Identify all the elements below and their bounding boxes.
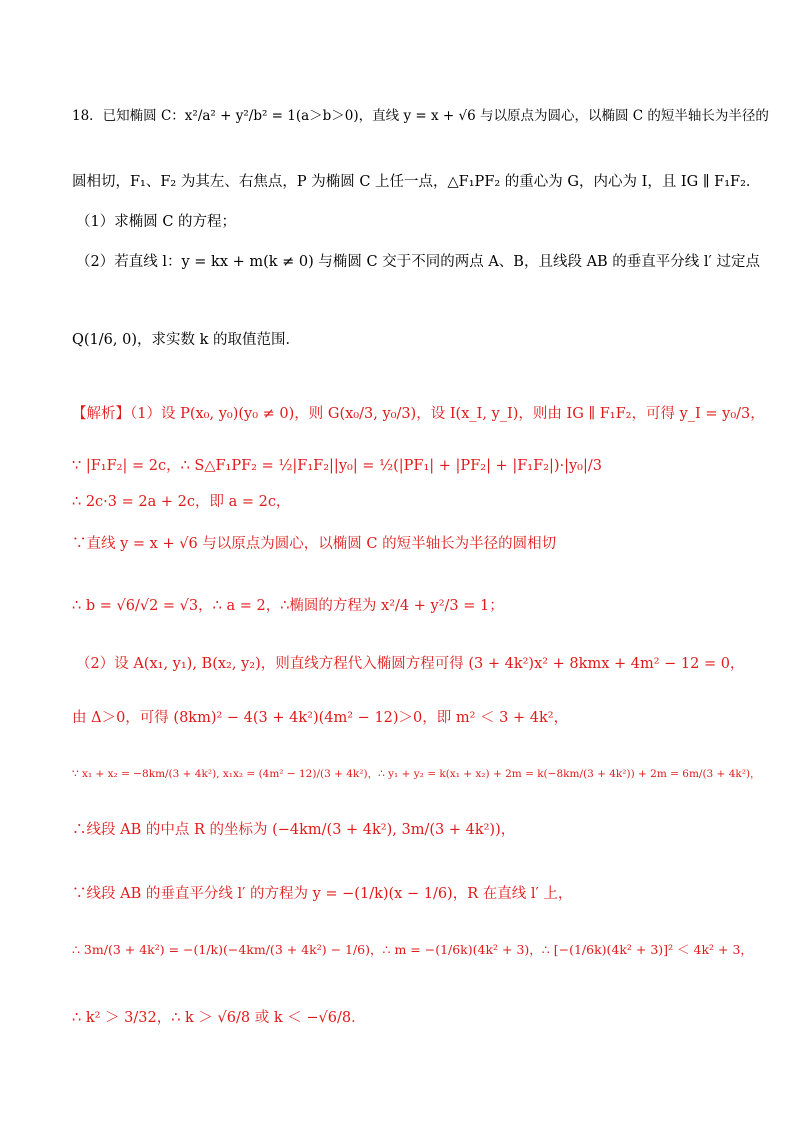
- solution-line-11: ∴ 3m/(3 + 4k²) = −(1/k)(−4km/(3 + 4k²) − 1/6)，∴ m = −(1/6k)(4k² + 3)，∴ [−(1/6k)(4k² + 3)]² ＜ 4k² + 3，: [72, 942, 753, 957]
- solution-line-12: ∴ k² ＞ 3/32，∴ k ＞ √6/8 或 k ＜ −√6/8．: [72, 1010, 366, 1026]
- question-1: （1）求椭圆 C 的方程；: [76, 214, 237, 230]
- solution-line-1: 【解析】（1）设 P(x₀, y₀)(y₀ ≠ 0)，则 G(x₀/3, y₀/3)，设 I(x_I, y_I)，则由 IG ∥ F₁F₂，可得 y_I = y₀/3，: [72, 406, 765, 422]
- problem-line-1: 18．已知椭圆 C：x²/a² + y²/b² = 1(a＞b＞0)，直线 y = x + √6 与以原点为圆心，以椭圆 C 的短半轴长为半径的: [72, 108, 769, 124]
- solution-line-8: ∵ x₁ + x₂ = −8km/(3 + 4k²), x₁x₂ = (4m² − 12)/(3 + 4k²)，∴ y₁ + y₂ = k(x₁ + x₂) + 2m = k(−8km/(3 + 4k²)) + 2m = 6m/(3 + 4k²)，: [72, 768, 761, 780]
- solution-line-4: ∵直线 y = x + √6 与以原点为圆心，以椭圆 C 的短半轴长为半径的圆相切: [72, 536, 557, 552]
- solution-line-2: ∵ |F₁F₂| = 2c，∴ S△F₁PF₂ = ½|F₁F₂||y₀| = ½(|PF₁| + |PF₂| + |F₁F₂|)·|y₀|/3: [72, 458, 602, 474]
- problem-line-2: 圆相切，F₁、F₂ 为其左、右焦点，P 为椭圆 C 上任一点，△F₁PF₂ 的重心为 G，内心为 I，且 IG ∥ F₁F₂．: [72, 174, 761, 190]
- solution-line-9: ∴线段 AB 的中点 R 的坐标为 (−4km/(3 + 4k²), 3m/(3 + 4k²))，: [72, 822, 516, 838]
- question-2: （2）若直线 l：y = kx + m(k ≠ 0) 与椭圆 C 交于不同的两点 A、B，且线段 AB 的垂直平分线 l′ 过定点: [76, 254, 760, 270]
- question-2-cont: Q(1/6, 0)，求实数 k 的取值范围．: [72, 332, 300, 348]
- solution-line-5: ∴ b = √6/√2 = √3，∴ a = 2，∴椭圆的方程为 x²/4 + y²/3 = 1；: [72, 598, 504, 614]
- solution-line-10: ∵线段 AB 的垂直平分线 l′ 的方程为 y = −(1/k)(x − 1/6)，R 在直线 l′ 上，: [72, 886, 573, 902]
- solution-line-6: （2）设 A(x₁, y₁), B(x₂, y₂)，则直线方程代入椭圆方程可得 (3 + 4k²)x² + 8kmx + 4m² − 12 = 0，: [76, 656, 745, 672]
- solution-line-3: ∴ 2c·3 = 2a + 2c，即 a = 2c，: [72, 494, 291, 510]
- solution-line-7: 由 Δ＞0，可得 (8km)² − 4(3 + 4k²)(4m² − 12)＞0，即 m² ＜ 3 + 4k²，: [72, 710, 569, 726]
